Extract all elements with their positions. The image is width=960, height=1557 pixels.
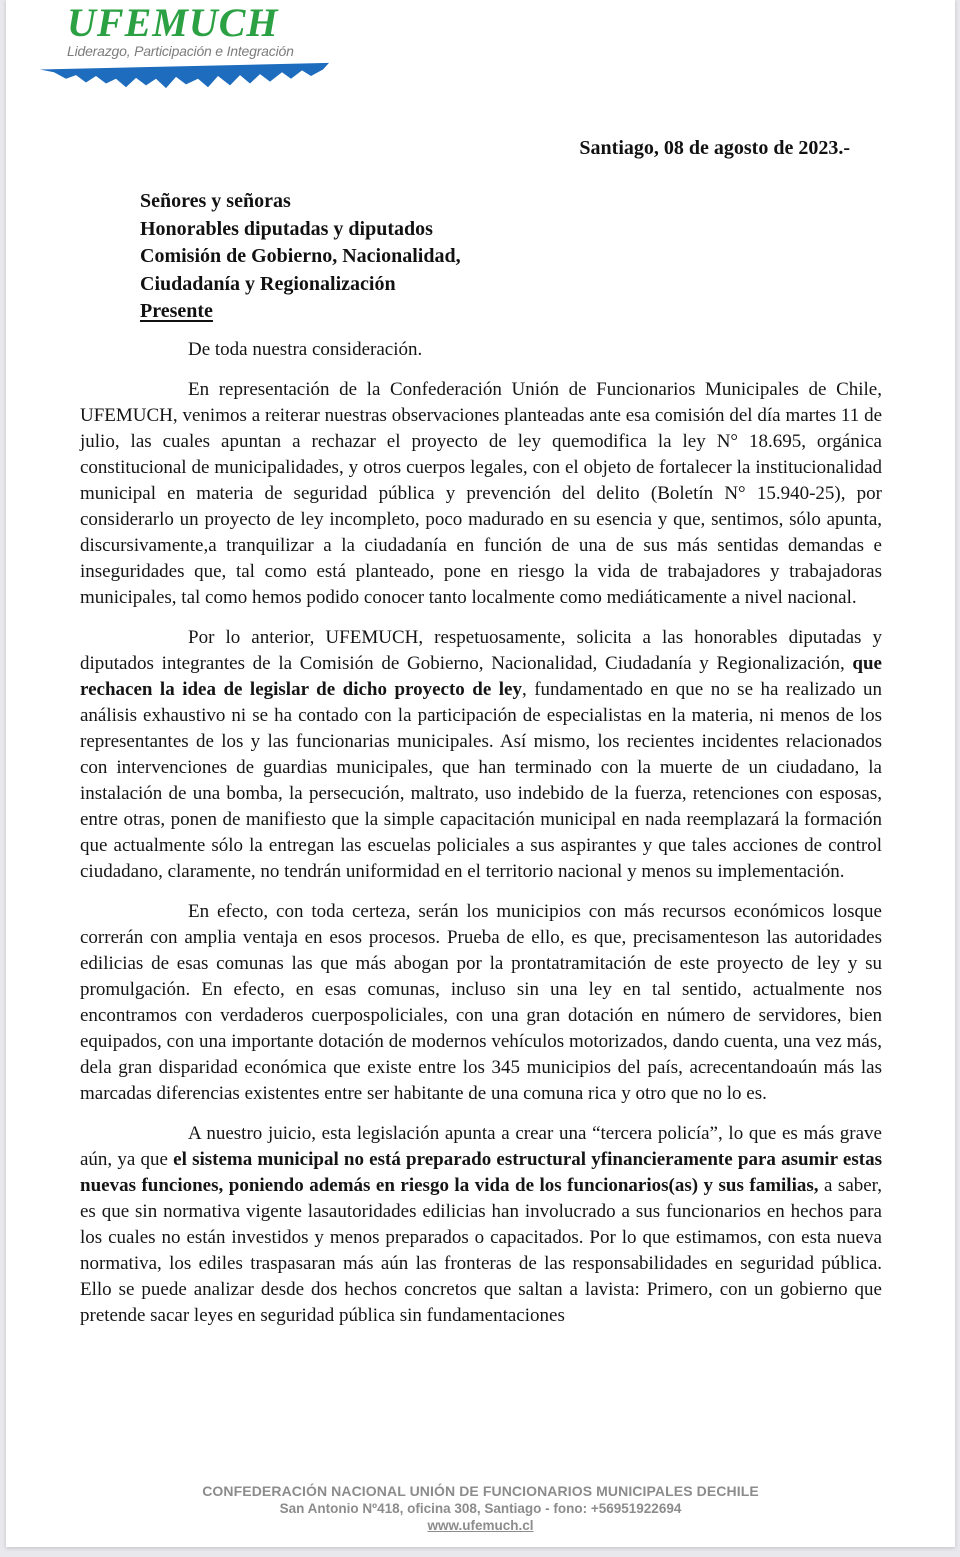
- body-paragraph: En representación de la Confederación Unión de Funcionarios Municipales de Chile, UFEMUCH, venimos a reiterar nuestras observaciones planteadas ante esa comisión del día martes 11 de julio, las cuales apuntan a rechazar el proyecto de ley quemodifica la ley N° 18.695, orgánica constitucional de municipalidades, y otros cuerpos legales, con el objeto de fortalecer la institucionalidad municipal en materia de seguridad pública y prevención del delito (Boletín N° 15.940-25), por considerarlo un proyecto de ley incompleto, poco madurado en su esencia y que, sentimos, sólo apunta, discursivamente,a tranquilizar a la ciudadanía en función de una de sus más sentidas demandas e inseguridades que, tal como está planteado, pone en riesgo la vida de trabajadores y trabajadoras municipales, tal como hemos podido conocer tanto localmente como mediáticamente a nivel nacional.: [80, 379, 882, 608]
- letter-body: [80, 337, 882, 1343]
- logo-wordmark: UFEMUCH: [67, 0, 279, 45]
- logo-tagline: Liderazgo, Participación e Integración: [67, 43, 294, 59]
- body-paragraph: A nuestro juicio, esta legislación apunta a crear una “tercera policía”, lo que es más grave aún, ya que el sistema municipal no está preparado estructural yfinancieramente para asumir estas nuevas funciones, poniendo además en riesgo la vida de los funcionarios(as) y sus familias, a saber, es que sin normativa vigente lasautoridades edilicias han involucrado a sus funcionarios en hechos para los cuales no están investidos y menos preparados o capacitados. Por lo que estimamos, con esta nueva normativa, los ediles traspasaran más aún las fronteras de las responsabilidades en seguridad pública. Ello se puede analizar desde dos hechos concretos que saltan a lavista: Primero, con un gobierno que pretende sacar leyes en seguridad pública sin fundamentaciones: [80, 1123, 882, 1326]
- recipient-line-1: Señores y señoras: [140, 190, 291, 212]
- letter-page: [6, 0, 955, 1547]
- ufemuch-logo: [39, 0, 331, 90]
- page-footer: [6, 1483, 955, 1534]
- mountain-range-icon: [39, 62, 331, 90]
- letter-date: Santiago, 08 de agosto de 2023.-: [579, 137, 850, 159]
- recipient-line-4: Ciudadanía y Regionalización: [140, 272, 396, 295]
- footer-org-name: CONFEDERACIÓN NACIONAL UNIÓN DE FUNCIONARIOS MUNICIPALES DECHILE: [202, 1483, 759, 1499]
- recipient-block: [140, 188, 461, 326]
- recipient-line-2: Honorables diputadas y diputados: [140, 217, 433, 240]
- recipient-line-3: Comisión de Gobierno, Nacionalidad,: [140, 245, 461, 267]
- greeting-line: De toda nuestra consideración.: [188, 339, 423, 360]
- footer-address: San Antonio Nº418, oficina 308, Santiago - fono: +56951922694: [279, 1501, 682, 1516]
- recipient-presente: Presente: [140, 300, 213, 322]
- footer-website-link[interactable]: www.ufemuch.cl: [427, 1518, 534, 1533]
- body-paragraph: En efecto, con toda certeza, serán los municipios con más recursos económicos losque correrán con amplia ventaja en esos procesos. Prueba de ello, es que, precisamenteson las autoridades edilicias de esas comunas las que más abogan por la prontatramitación de este proyecto de ley y su promulgación. En efecto, en esas comunas, incluso sin una ley en tal sentido, actualmente nos encontramos con verdaderos cuerpospoliciales, con una gran dotación en número de servidores, bien equipados, con una importante dotación de modernos vehículos motorizados, dando cuenta, una vez más, dela gran disparidad económica que existe entre los 345 municipios del país, acrecentandoaún más las marcadas diferencias existentes entre ser habitante de una comuna rica y otro que no lo es.: [80, 901, 882, 1104]
- body-paragraph: Por lo anterior, UFEMUCH, respetuosamente, solicita a las honorables diputadas y diputados integrantes de la Comisión de Gobierno, Nacionalidad, Ciudadanía y Regionalización, que rechacen la idea de legislar de dicho proyecto de ley, fundamentado en que no se ha realizado un análisis exhaustivo ni se ha contado con la participación de especialistas en la materia, ni menos de los representantes de los y las funcionarias municipales. Así mismo, los recientes incidentes relacionados con intervenciones de guardias municipales, que han terminado con la muerte de un ciudadano, la instalación de una bomba, la persecución, maltrato, uso indebido de la fuerza, retenciones con esposas, entre otras, ponen de manifiesto que la simple capacitación municipal en nada reemplazará la formación que actualmente sólo la entregan las escuelas policiales a sus aspirantes y que tales acciones de control ciudadano, claramente, no tendrán uniformidad en el territorio nacional y menos su implementación.: [80, 627, 882, 882]
